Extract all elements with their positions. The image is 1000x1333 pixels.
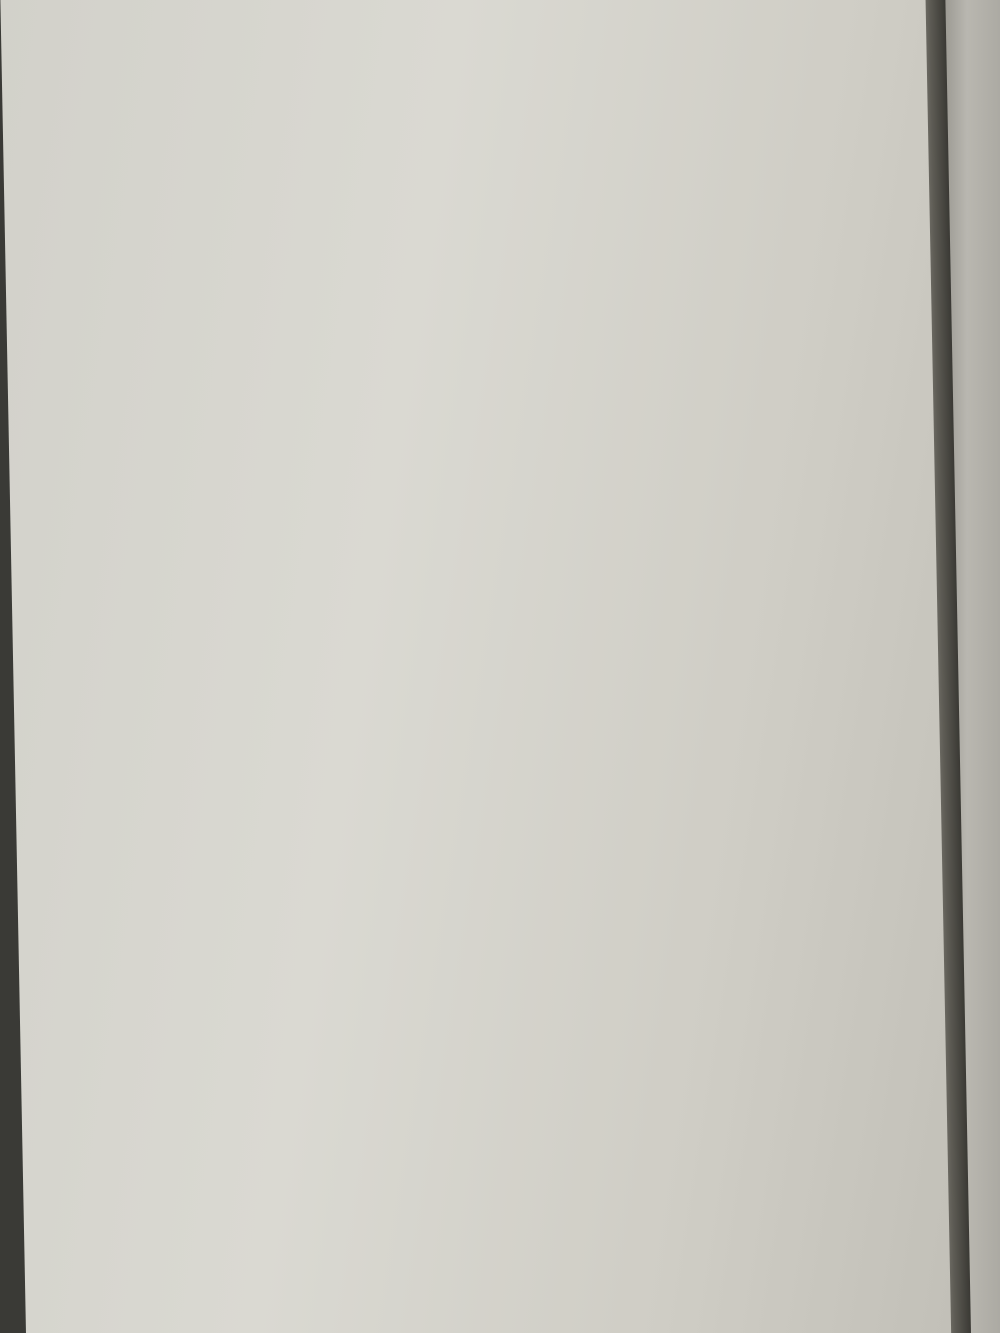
chapter-summary-last-line [126, 369, 857, 423]
